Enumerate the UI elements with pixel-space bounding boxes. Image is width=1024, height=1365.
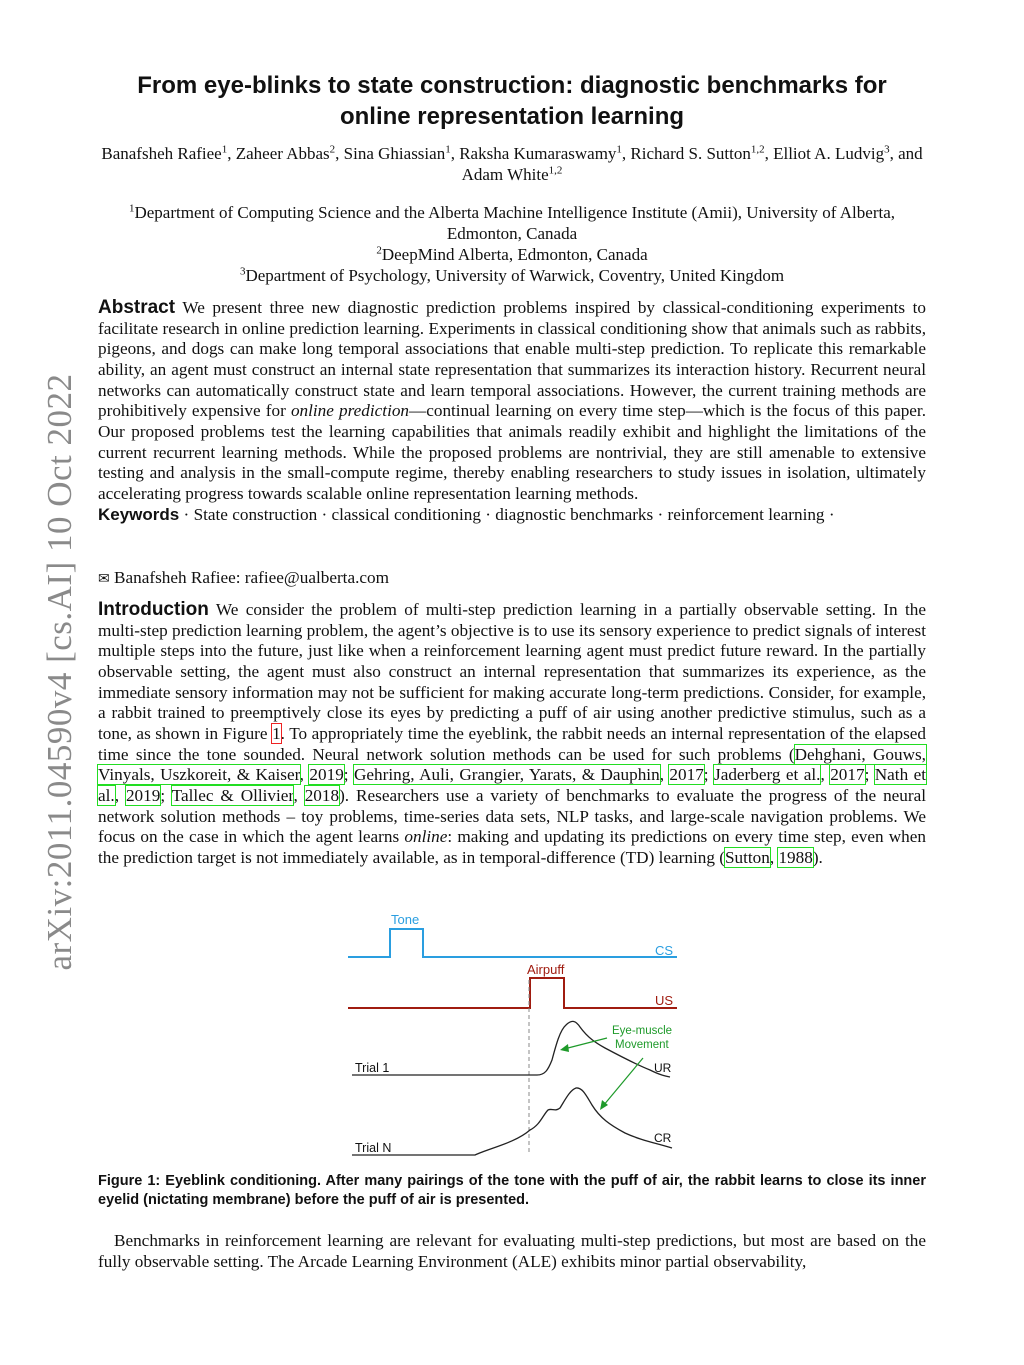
sep: , <box>450 144 460 163</box>
sep: , <box>621 144 631 163</box>
citation-year-link[interactable]: 2017 <box>669 765 704 785</box>
trial-n-label: Trial N <box>355 1141 392 1155</box>
figure-reference-link[interactable]: 1 <box>272 723 281 743</box>
sep: , <box>227 144 236 163</box>
citation-year-link[interactable]: 2018 <box>304 785 340 805</box>
aff-mark: 2 <box>329 143 336 156</box>
author: Sina Ghiassian <box>343 144 446 163</box>
intro-text: . To appropriately time the eyeblink, the rabbit needs an internal representation of the elapsed time since the tone sounded. Neural network solution methods can be used for such problems ( <box>98 723 926 764</box>
citation-link[interactable]: Tallec & Ollivier <box>171 785 294 805</box>
arxiv-identifier: arXiv:2011.04590v4 [cs.AI] 10 Oct 2022 <box>40 373 79 971</box>
arrow-head-icon <box>560 1044 569 1052</box>
author-list <box>98 143 926 185</box>
title-line: From eye-blinks to state construction: diagnostic benchmarks for <box>137 72 887 99</box>
affiliation-text: Department of Psychology, University of Warwick, Coventry, United Kingdom <box>245 266 785 285</box>
sep: , <box>335 144 344 163</box>
affiliations <box>98 202 926 286</box>
author: Zaheer Abbas <box>235 144 330 163</box>
sep: , and <box>889 144 923 163</box>
aff-mark: 1 <box>128 202 135 215</box>
introduction-heading: Introduction <box>98 599 209 620</box>
eyeblink-conditioning-figure <box>340 905 690 1160</box>
movement-label: Movement <box>615 1039 669 1051</box>
intro-text: ). <box>812 847 823 867</box>
affiliation-text: DeepMind Alberta, Edmonton, Canada <box>381 245 648 264</box>
abstract-text: We present three new diagnostic prediction problems inspired by classical-conditioning experiments to facilitate research in online prediction learning. Experiments in classical conditioning show that animals such as rabbits, pigeons, and dogs can make long temporal associations that enable multi-step prediction. To replicate this remarkable ability, an agent must construct an internal state representation that summarizes its interaction history. Recurrent neural networks can automatically construct state and learn temporal associations. However, the current training methods are prohibitively expensive for <box>98 298 926 421</box>
affiliation <box>98 244 926 265</box>
aff-mark: 1 <box>616 143 622 156</box>
aff-mark: 1 <box>221 143 228 156</box>
introduction: Introduction We consider the problem of multi-step prediction learning in a partially observable setting. In the multi-step prediction learning problem, the agent’s objective is to use its sensory experience to predict signals of interest multiple steps into the future, just like when a reinforcement learning agent must predict future reward. In the partially observable setting, the agent must also construct an internal representation that summarizes its experience, as the immediate sensory information may not be sufficient for making accurate long-term predictions. Consider, for example, a rabbit trained to preemptively close its eyes by predicting a puff of air using another predictive stimulus, such as a tone, as shown in Figure 1. To appropriately time the eyeblink, the rabbit needs an internal representation of the elapsed time since the tone sounded. Neural network solution methods can be used for such problems (Dehghani, Gouws, Vinyals, Uszkoreit, & Kaiser, 2019; Gehring, Auli, Grangier, Yarats, & Dauphin, 2017; Jaderberg et al., 2017; Nath et al., 2019; Tallec & Ollivier, 2018). Researchers use a variety of benchmarks to evaluate the progress of the neural network solution methods – toy problems, time-series data sets, NLP tasks, and large-scale navigation problems. We focus on the case in which the agent learns online: making and updating its predictions on every time step, even when the prediction target is not immediately available, as in temporal-difference (TD) learning (Sutton, 1988). <box>98 599 927 867</box>
cs-signal-line <box>348 929 677 957</box>
trial-n-response-curve <box>352 1088 672 1155</box>
intro-text: : making and updating its predictions on every time step, even when the prediction target is not immediately available, as in temporal-difference (TD) learning ( <box>98 827 926 867</box>
cr-label: CR <box>654 1131 672 1145</box>
envelope-icon: ✉ <box>98 572 110 587</box>
cs-label: CS <box>655 943 674 958</box>
author: Elliot A. Ludvig <box>773 144 885 163</box>
abstract-emphasis: online prediction <box>290 401 410 421</box>
aff-mark: 3 <box>884 143 890 156</box>
aff-mark: 1,2 <box>750 143 765 156</box>
tone-label: Tone <box>391 912 420 927</box>
author: Richard S. Sutton <box>630 144 751 163</box>
citation-link[interactable]: Nath et al. <box>98 765 927 805</box>
citation-link[interactable]: Jaderberg et al. <box>714 765 821 785</box>
aff-mark: 1,2 <box>548 164 563 177</box>
affiliation-text: Department of Computing Science and the Alberta Machine Intelligence Institute (Amii), University of Alberta, Edmonton, Canada <box>134 203 896 243</box>
citation-link[interactable]: Gehring, Auli, Grangier, Yarats, & Dauphin <box>353 765 660 785</box>
us-signal-line <box>348 978 677 1008</box>
paper-title <box>98 70 926 132</box>
citation-year-link[interactable]: 2019 <box>309 765 344 785</box>
trial-1-label: Trial 1 <box>355 1061 390 1075</box>
correspondence <box>98 568 926 591</box>
affiliation <box>98 265 926 286</box>
citation-link[interactable]: Dehghani, Gouws, Vinyals, Uszkoreit, & Kaiser <box>98 744 926 785</box>
title-line: online representation learning <box>339 103 685 130</box>
correspondence-email[interactable]: Banafsheh Rafiee: rafiee@ualberta.com <box>114 568 389 587</box>
author: Raksha Kumaraswamy <box>459 144 617 163</box>
aff-mark: 2 <box>376 244 382 257</box>
abstract <box>98 298 926 525</box>
citation-year-link[interactable]: 2019 <box>125 785 161 805</box>
aff-mark: 3 <box>239 265 246 278</box>
airpuff-label: Airpuff <box>527 962 565 977</box>
arrow-to-ur <box>564 1038 607 1049</box>
keywords-heading: Keywords <box>98 504 180 524</box>
citation-link[interactable]: Sutton <box>724 847 770 867</box>
citation-year-link[interactable]: 1988 <box>778 847 813 867</box>
sep: , <box>764 144 774 163</box>
author: Banafsheh Rafiee <box>101 144 222 163</box>
author: Adam White <box>461 165 549 184</box>
affiliation <box>98 202 926 244</box>
citation-year-link[interactable]: 2017 <box>830 765 865 785</box>
ur-label: UR <box>654 1061 672 1075</box>
intro-emphasis: online <box>404 827 448 847</box>
intro-text: ). Researchers use a variety of benchmarks to evaluate the progress of the neural network solution methods – toy problems, time-series data sets, NLP tasks, and large-scale navigation problems. We focus on the case in which the agent learns <box>98 785 927 847</box>
arrow-to-cr <box>603 1058 643 1106</box>
body-text: Benchmarks in reinforcement learning are relevant for evaluating multi-step predictions, but most are based on the fully observable setting. The Arcade Learning Environment (ALE) exhibits minor partial observability, <box>98 1231 926 1271</box>
figure-caption: Figure 1: Eyeblink conditioning. After many pairings of the tone with the puff of air, the rabbit learns to close its inner eyelid (nictating membrane) before the puff of air is presented. <box>98 1173 926 1208</box>
intro-text: We consider the problem of multi-step prediction learning in a partially observable setting. In the multi-step prediction learning problem, the agent’s objective is to use its sensory experience to predict signals of interest multiple steps into the future, just like when a reinforcement learning agent must predict future reward. In the partially observable setting, the agent must also construct an internal representation that summarizes its experience, as the immediate sensory information may not be sufficient for making accurate long-term predictions. Consider, for example, a rabbit trained to preemptively close its eyes by predicting a puff of air using another predictive stimulus, such as a tone, as shown in Figure <box>98 600 926 743</box>
body-paragraph <box>98 1231 926 1272</box>
abstract-heading: Abstract <box>98 297 176 318</box>
keywords-text: · State construction · classical conditioning · diagnostic benchmarks · reinforcement learning · <box>179 504 835 524</box>
abstract-text: —continual learning on every time step—which is the focus of this paper. Our proposed problems test the learning capabilities that animals readily exhibit and highlight the limitations of the current recurrent learning methods. While the proposed problems are nontrivial, they are still amenable to extensive testing and analysis in the small-compute regime, thereby enabling researchers to study issues in isolation, ultimately accelerating progress towards scalable online representation learning methods. <box>98 401 926 503</box>
us-label: US <box>655 993 674 1008</box>
eye-muscle-label: Eye-muscle <box>612 1025 673 1037</box>
aff-mark: 1 <box>445 143 451 156</box>
